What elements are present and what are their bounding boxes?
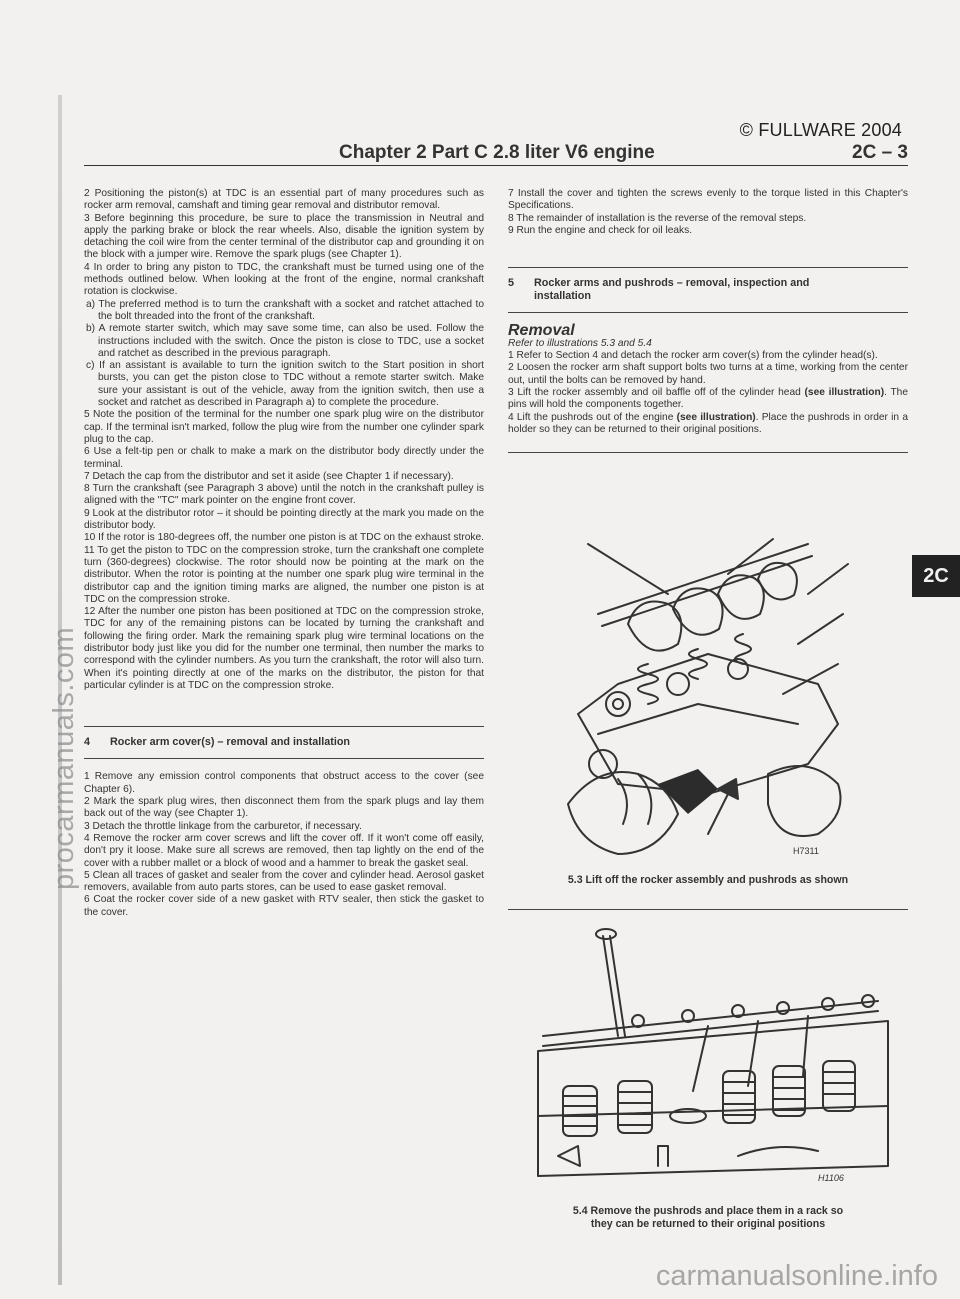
paragraph: 8 Turn the crankshaft (see Paragraph 3 above) until the notch in the crankshaft pulley is aligned with the "TC" mark pointer on the engine front cover. (84, 483, 484, 507)
divider (508, 909, 908, 910)
figure-code: H1106 (818, 1173, 844, 1183)
watermark-bottom: carmanualsonline.info (655, 1260, 938, 1292)
paragraph: 9 Run the engine and check for oil leaks. (508, 224, 693, 236)
paragraph: 1 Refer to Section 4 and detach the rocker arm cover(s) from the cylinder head(s). (508, 350, 878, 362)
section-number: 4 (84, 736, 91, 749)
text-run-bold: (see illustration) (676, 411, 756, 423)
section-number: 5 (508, 277, 515, 290)
paragraph: 7 Detach the cap from the distributor and set it aside (see Chapter 1 if necessary). (84, 470, 454, 482)
section-title: Rocker arm cover(s) – removal and installation (110, 736, 351, 749)
chapter-title: Chapter 2 Part C 2.8 liter V6 engine (339, 142, 655, 163)
paragraph: 11 To get the piston to TDC on the compression stroke, turn the crankshaft one complete turn (360-degrees) clockwise. The rotor should now be pointing at the mark on the distributor. When the rotor is pointing at the number one spark plug wire terminal in the distributor cap and the ignition timing marks are aligned, the number one piston is at TDC on the compression stroke. (84, 544, 484, 605)
paragraph: 3 Detach the throttle linkage from the carburetor, if necessary. (84, 820, 362, 832)
paragraph: 1 Remove any emission control components that obstruct access to the cover (see Chapter 6). (84, 771, 484, 795)
paragraph: 2 Mark the spark plug wires, then disconnect them from the spark plugs and lay them back out of the way (see Chapter 1). (84, 796, 484, 820)
text-run: 3 Lift the rocker assembly and oil baffle off of the cylinder head (508, 386, 805, 398)
paragraph (508, 387, 908, 412)
paragraph: 5 Clean all traces of gasket and sealer from the cover and cylinder head. Aerosol gasket removers, available from auto parts stores, can be used to ease gasket removal. (84, 869, 484, 894)
page-header (84, 142, 908, 166)
paragraph: 4 In order to bring any piston to TDC, the crankshaft must be turned using one of the methods outlined below. When looking at the front of the engine, normal crankshaft rotation is clockwise. (84, 261, 484, 298)
section-heading-4 (84, 726, 484, 759)
paragraph: 8 The remainder of installation is the reverse of the removal steps. (508, 212, 807, 224)
dark-component-shape (658, 769, 718, 814)
paragraph: 3 Before beginning this procedure, be sure to place the transmission in Neutral and apply the parking brake or block the rear wheels. Also, disable the ignition system by detaching the coil wire from the center terminal of the distributor cap and grounding it on the block with a jumper wire. Remove the spark plugs (see Chapter 1). (84, 212, 484, 261)
paragraph: 6 Coat the rocker cover side of a new gasket with RTV sealer, then stick the gasket to the cover. (84, 894, 484, 918)
divider (508, 452, 908, 453)
paragraph: 12 After the number one piston has been positioned at TDC on the compression stroke, TDC for any of the remaining pistons can be located by turning the crankshaft and following the firing order. Mark the remaining spark plug wire terminal locations on the distributor body just like you did for the number one terminal, then number the marks to correspond with the cylinder numbers. As you turn the crankshaft, the rotor will also turn. When it's pointing directly at one of the marks on the distributor, the piston for that particular cylinder is at TDC on the compression stroke. (84, 606, 484, 691)
illustration-reference: Refer to illustrations 5.3 and 5.4 (508, 337, 652, 349)
figure-caption (508, 1205, 908, 1231)
list-item: b) A remote starter switch, which may save some time, can also be used. Follow the instructions included with the switch. Once the piston is close to TDC, use a socket and ratchet as described in the previous paragraph. (86, 323, 484, 359)
section-heading-5 (508, 267, 908, 313)
text-run: 4 Lift the pushrods out of the engine (508, 411, 677, 423)
paragraph: 5 Note the position of the terminal for the number one spark plug wire on the distributor cap. If the terminal isn't marked, follow the plug wire from the number one cylinder spark plug to the cap. (84, 409, 484, 445)
rocker-assembly-illustration (558, 534, 858, 864)
list-item: c) If an assistant is available to turn the ignition switch to the Start position in short bursts, you can get the piston close to TDC without a remote starter switch. Make sure your assistant is out of the vehicle, away from the ignition switch, then use a socket and ratchet as described in Paragraph a) to complete the procedure. (86, 360, 484, 409)
paragraph: 9 Look at the distributor rotor – it should be pointing directly at the mark you made on the distributor body. (84, 507, 484, 532)
list-item: a) The preferred method is to turn the crankshaft with a socket and ratchet attached to the bolt threaded into the front of the crankshaft. (86, 298, 484, 322)
figure-code: H7311 (793, 846, 819, 856)
caption-line: 5.4 Remove the pushrods and place them in a rack so (572, 1205, 844, 1217)
left-column (84, 188, 484, 919)
right-column (508, 188, 908, 453)
figure-caption: 5.3 Lift off the rocker assembly and pushrods as shown (567, 874, 849, 886)
paragraph: 2 Positioning the piston(s) at TDC is an essential part of many procedures such as rocker arm removal, camshaft and timing gear removal and distributor removal. (84, 188, 484, 212)
paragraph: 6 Use a felt-tip pen or chalk to make a mark on the distributor body directly under the terminal. (84, 446, 484, 470)
text-run: . The pins will hold the components together. (508, 386, 909, 411)
pushrod-removal-illustration (508, 916, 908, 1201)
page-number: 2C – 3 (852, 142, 908, 163)
paragraph: 10 If the rotor is 180-degrees off, the number one piston is at TDC on the exhaust stroke. (84, 532, 484, 544)
watermark-vertical: procarmanuals.com (48, 626, 80, 890)
subsection-heading: Removal (508, 322, 575, 340)
paragraph (508, 412, 908, 437)
paragraph: 7 Install the cover and tighten the screws evenly to the torque listed in this Chapter's Specifications. (508, 188, 908, 212)
figure-5-4 (508, 916, 908, 1231)
copyright-notice: © FULLWARE 2004 (739, 120, 902, 140)
section-title: Rocker arms and pushrods – removal, inspection and installation (534, 277, 810, 303)
caption-line: they can be returned to their original positions (590, 1218, 826, 1230)
text-run: . Place the pushrods in order in a holder so they can be returned to their original positions. (508, 411, 908, 435)
text-run-bold: (see illustration) (804, 386, 885, 398)
figure-5-3 (508, 534, 908, 910)
paragraph: 2 Loosen the rocker arm shaft support bolts two turns at a time, working from the center out, until the bolts can be removed by hand. (508, 362, 908, 386)
chapter-tab: 2C (912, 555, 960, 597)
paragraph: 4 Remove the rocker arm cover screws and lift the cover off. If it won't come off easily, don't pry it loose. Make sure all screws are removed, then tap lightly on the end of the cover with a rubber mallet or a block of wood and a hammer to break the gasket seal. (84, 832, 484, 869)
